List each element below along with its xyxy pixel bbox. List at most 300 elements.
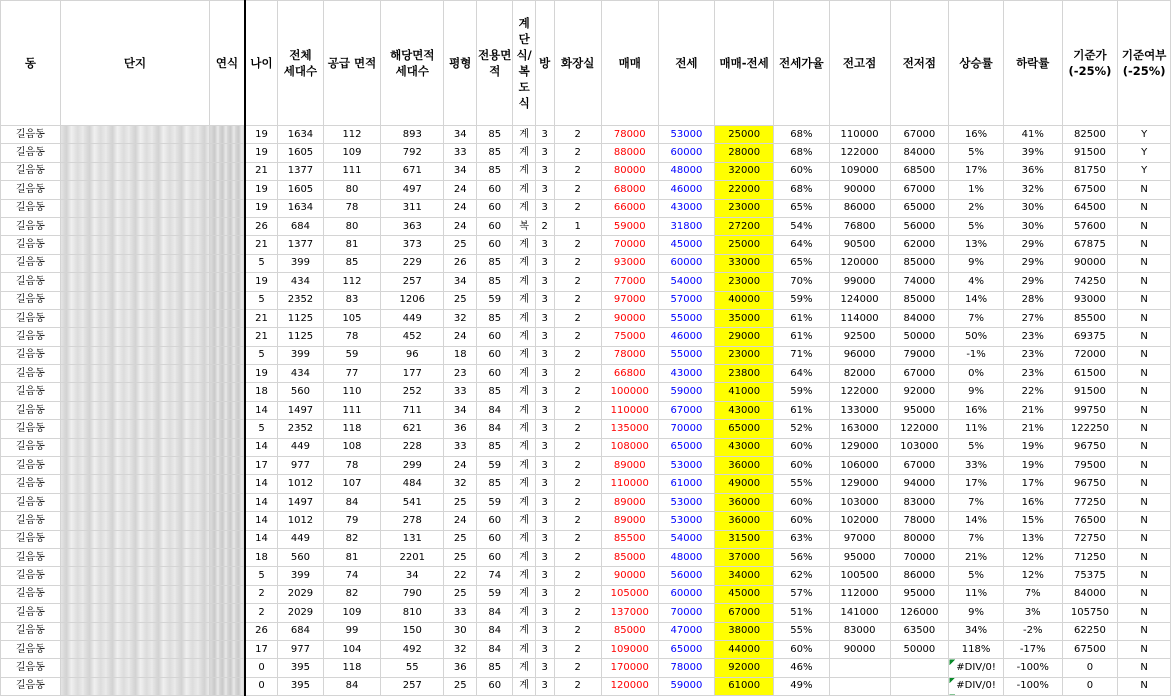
table-cell[interactable]: 1497: [278, 493, 323, 511]
table-cell[interactable]: 177: [381, 365, 444, 383]
table-cell[interactable]: N: [1118, 383, 1171, 401]
table-cell[interactable]: 2: [554, 604, 601, 622]
table-cell[interactable]: 122000: [829, 383, 890, 401]
table-cell[interactable]: 2: [245, 585, 278, 603]
table-cell[interactable]: 65000: [715, 420, 774, 438]
table-cell[interactable]: 82500: [1062, 126, 1118, 144]
table-cell[interactable]: 길음동: [1, 659, 61, 677]
table-cell[interactable]: 52%: [774, 420, 830, 438]
table-cell[interactable]: N: [1118, 585, 1171, 603]
table-cell[interactable]: 2: [554, 181, 601, 199]
table-cell[interactable]: 3: [535, 328, 554, 346]
table-cell[interactable]: 2: [245, 604, 278, 622]
table-cell[interactable]: 60: [477, 365, 513, 383]
table-cell[interactable]: 3: [535, 254, 554, 272]
table-cell[interactable]: 85000: [890, 254, 949, 272]
table-cell[interactable]: 68%: [774, 144, 830, 162]
table-cell[interactable]: [60, 567, 209, 585]
table-cell[interactable]: N: [1118, 659, 1171, 677]
table-cell[interactable]: 60: [477, 346, 513, 364]
table-cell[interactable]: 86000: [890, 567, 949, 585]
table-cell[interactable]: 2: [554, 420, 601, 438]
table-cell[interactable]: 49%: [774, 677, 830, 695]
table-cell[interactable]: 81: [323, 236, 381, 254]
table-cell[interactable]: 3: [535, 365, 554, 383]
table-cell[interactable]: 80000: [601, 162, 658, 180]
table-cell[interactable]: 2: [554, 512, 601, 530]
table-cell[interactable]: 14: [245, 512, 278, 530]
table-cell[interactable]: 14: [245, 475, 278, 493]
table-cell[interactable]: 90000: [829, 640, 890, 658]
table-cell[interactable]: 57%: [774, 585, 830, 603]
table-cell[interactable]: 63%: [774, 530, 830, 548]
table-cell[interactable]: [60, 585, 209, 603]
table-cell[interactable]: 46000: [658, 328, 715, 346]
table-cell[interactable]: 61%: [774, 309, 830, 327]
table-cell[interactable]: 252: [381, 383, 444, 401]
table-cell[interactable]: 48000: [658, 162, 715, 180]
column-header[interactable]: 계 단 식/ 복 도 식: [513, 1, 536, 126]
table-cell[interactable]: 계: [513, 346, 536, 364]
table-cell[interactable]: 25: [444, 530, 477, 548]
column-header[interactable]: 연식: [210, 1, 245, 126]
table-cell[interactable]: 31500: [715, 530, 774, 548]
table-cell[interactable]: 110000: [829, 126, 890, 144]
table-cell[interactable]: [60, 365, 209, 383]
table-cell[interactable]: 19%: [1003, 457, 1062, 475]
table-cell[interactable]: 95000: [890, 585, 949, 603]
table-cell[interactable]: Y: [1118, 144, 1171, 162]
table-cell[interactable]: 61000: [658, 475, 715, 493]
table-cell[interactable]: 90000: [601, 567, 658, 585]
table-cell[interactable]: 131: [381, 530, 444, 548]
column-header[interactable]: 평형: [444, 1, 477, 126]
table-cell[interactable]: 449: [381, 309, 444, 327]
table-cell[interactable]: 15%: [1003, 512, 1062, 530]
table-cell[interactable]: 23%: [1003, 346, 1062, 364]
table-cell[interactable]: 길음동: [1, 383, 61, 401]
table-cell[interactable]: 2: [554, 493, 601, 511]
table-cell[interactable]: 3: [535, 659, 554, 677]
table-cell[interactable]: 55%: [774, 475, 830, 493]
table-cell[interactable]: 120000: [601, 677, 658, 695]
table-cell[interactable]: 85: [477, 659, 513, 677]
table-cell[interactable]: 105000: [601, 585, 658, 603]
table-cell[interactable]: 길음동: [1, 493, 61, 511]
table-cell[interactable]: 449: [278, 530, 323, 548]
table-cell[interactable]: 5%: [949, 144, 1004, 162]
table-cell[interactable]: 67000: [890, 181, 949, 199]
table-cell[interactable]: 70%: [774, 273, 830, 291]
table-cell[interactable]: 60%: [774, 438, 830, 456]
table-cell[interactable]: 80: [323, 181, 381, 199]
table-cell[interactable]: 5: [245, 346, 278, 364]
column-header[interactable]: 전세: [658, 1, 715, 126]
table-cell[interactable]: 24: [444, 199, 477, 217]
table-cell[interactable]: 99000: [829, 273, 890, 291]
table-cell[interactable]: 1012: [278, 475, 323, 493]
table-cell[interactable]: 27200: [715, 217, 774, 235]
table-cell[interactable]: 2: [554, 640, 601, 658]
table-cell[interactable]: 79: [323, 512, 381, 530]
table-cell[interactable]: 2029: [278, 604, 323, 622]
table-cell[interactable]: 92000: [715, 659, 774, 677]
table-cell[interactable]: 30%: [1003, 199, 1062, 217]
table-cell[interactable]: [60, 126, 209, 144]
table-cell[interactable]: 112: [323, 126, 381, 144]
table-cell[interactable]: 71%: [774, 346, 830, 364]
table-cell[interactable]: 129000: [829, 475, 890, 493]
table-cell[interactable]: 41000: [715, 383, 774, 401]
table-cell[interactable]: [210, 420, 245, 438]
table-cell[interactable]: 299: [381, 457, 444, 475]
table-cell[interactable]: [60, 236, 209, 254]
table-cell[interactable]: 41%: [1003, 126, 1062, 144]
table-cell[interactable]: 3%: [1003, 604, 1062, 622]
table-cell[interactable]: 59: [477, 493, 513, 511]
table-cell[interactable]: 112: [323, 273, 381, 291]
table-cell[interactable]: [829, 677, 890, 695]
table-cell[interactable]: 492: [381, 640, 444, 658]
table-cell[interactable]: 17%: [949, 162, 1004, 180]
table-cell[interactable]: 2: [554, 365, 601, 383]
table-cell[interactable]: 434: [278, 273, 323, 291]
column-header[interactable]: 전체 세대수: [278, 1, 323, 126]
table-cell[interactable]: 14: [245, 493, 278, 511]
table-cell[interactable]: [210, 162, 245, 180]
table-cell[interactable]: [60, 254, 209, 272]
table-cell[interactable]: [210, 401, 245, 419]
table-cell[interactable]: 85000: [601, 548, 658, 566]
table-cell[interactable]: 5: [245, 254, 278, 272]
table-cell[interactable]: 25: [444, 236, 477, 254]
table-cell[interactable]: 1125: [278, 309, 323, 327]
table-cell[interactable]: [210, 346, 245, 364]
table-cell[interactable]: [60, 475, 209, 493]
table-cell[interactable]: 85000: [890, 291, 949, 309]
table-cell[interactable]: 0: [1062, 677, 1118, 695]
table-cell[interactable]: 65000: [658, 438, 715, 456]
table-cell[interactable]: 계: [513, 622, 536, 640]
table-cell[interactable]: 19: [245, 365, 278, 383]
table-cell[interactable]: -100%: [1003, 677, 1062, 695]
table-cell[interactable]: [60, 217, 209, 235]
table-cell[interactable]: 1377: [278, 236, 323, 254]
table-cell[interactable]: 길음동: [1, 567, 61, 585]
table-cell[interactable]: 23: [444, 365, 477, 383]
table-cell[interactable]: 2: [554, 144, 601, 162]
table-cell[interactable]: 77: [323, 365, 381, 383]
table-cell[interactable]: 9%: [949, 604, 1004, 622]
table-cell[interactable]: 16%: [949, 401, 1004, 419]
table-cell[interactable]: -100%: [1003, 659, 1062, 677]
table-cell[interactable]: 길음동: [1, 199, 61, 217]
table-cell[interactable]: 계: [513, 457, 536, 475]
table-cell[interactable]: 60: [477, 328, 513, 346]
table-cell[interactable]: 60%: [774, 493, 830, 511]
table-cell[interactable]: [60, 273, 209, 291]
table-cell[interactable]: 82: [323, 585, 381, 603]
table-cell[interactable]: 122250: [1062, 420, 1118, 438]
table-cell[interactable]: 35000: [715, 309, 774, 327]
table-cell[interactable]: 118: [323, 659, 381, 677]
table-cell[interactable]: 길음동: [1, 622, 61, 640]
table-cell[interactable]: 길음동: [1, 254, 61, 272]
table-cell[interactable]: 7%: [949, 493, 1004, 511]
table-cell[interactable]: [60, 162, 209, 180]
table-cell[interactable]: 길음동: [1, 438, 61, 456]
table-cell[interactable]: 0: [245, 659, 278, 677]
table-cell[interactable]: [210, 659, 245, 677]
column-header[interactable]: 하락률: [1003, 1, 1062, 126]
table-cell[interactable]: 65%: [774, 199, 830, 217]
table-cell[interactable]: 5%: [949, 438, 1004, 456]
table-cell[interactable]: 4%: [949, 273, 1004, 291]
table-cell[interactable]: 45000: [658, 236, 715, 254]
column-header[interactable]: 방: [535, 1, 554, 126]
table-cell[interactable]: 90000: [829, 181, 890, 199]
table-cell[interactable]: 3: [535, 144, 554, 162]
table-cell[interactable]: 계: [513, 383, 536, 401]
table-cell[interactable]: 37000: [715, 548, 774, 566]
table-cell[interactable]: 9%: [949, 254, 1004, 272]
table-cell[interactable]: 399: [278, 567, 323, 585]
table-cell[interactable]: 7%: [1003, 585, 1062, 603]
table-cell[interactable]: 길음동: [1, 512, 61, 530]
table-cell[interactable]: 61%: [774, 328, 830, 346]
table-cell[interactable]: 34%: [949, 622, 1004, 640]
table-cell[interactable]: 59000: [658, 383, 715, 401]
table-cell[interactable]: 36000: [715, 493, 774, 511]
table-cell[interactable]: 36000: [715, 457, 774, 475]
table-cell[interactable]: 59: [477, 457, 513, 475]
table-cell[interactable]: 54000: [658, 530, 715, 548]
table-cell[interactable]: [60, 309, 209, 327]
table-cell[interactable]: 135000: [601, 420, 658, 438]
table-cell[interactable]: 3: [535, 401, 554, 419]
table-cell[interactable]: 61500: [1062, 365, 1118, 383]
table-cell[interactable]: 계: [513, 493, 536, 511]
table-cell[interactable]: [210, 328, 245, 346]
table-cell[interactable]: 계: [513, 401, 536, 419]
table-cell[interactable]: 56000: [890, 217, 949, 235]
table-cell[interactable]: 계: [513, 144, 536, 162]
table-cell[interactable]: 22%: [1003, 383, 1062, 401]
column-header[interactable]: 매매: [601, 1, 658, 126]
table-cell[interactable]: 59: [477, 585, 513, 603]
table-cell[interactable]: 62000: [890, 236, 949, 254]
table-cell[interactable]: N: [1118, 457, 1171, 475]
table-cell[interactable]: 24: [444, 181, 477, 199]
table-cell[interactable]: 22: [444, 567, 477, 585]
table-cell[interactable]: 96000: [829, 346, 890, 364]
table-cell[interactable]: 56%: [774, 548, 830, 566]
table-cell[interactable]: [210, 438, 245, 456]
table-cell[interactable]: 3: [535, 420, 554, 438]
table-cell[interactable]: 79000: [890, 346, 949, 364]
table-cell[interactable]: [210, 273, 245, 291]
table-cell[interactable]: 85: [477, 475, 513, 493]
table-cell[interactable]: [60, 420, 209, 438]
table-cell[interactable]: N: [1118, 309, 1171, 327]
table-cell[interactable]: 길음동: [1, 677, 61, 695]
table-cell[interactable]: 109000: [829, 162, 890, 180]
table-cell[interactable]: [210, 309, 245, 327]
column-header[interactable]: 전저점: [890, 1, 949, 126]
table-cell[interactable]: 163000: [829, 420, 890, 438]
table-cell[interactable]: 9%: [949, 383, 1004, 401]
table-cell[interactable]: [829, 659, 890, 677]
table-cell[interactable]: 50000: [890, 640, 949, 658]
table-cell[interactable]: 33: [444, 604, 477, 622]
table-cell[interactable]: 23000: [715, 273, 774, 291]
table-cell[interactable]: 13%: [1003, 530, 1062, 548]
table-cell[interactable]: 11%: [949, 585, 1004, 603]
table-cell[interactable]: 84: [477, 622, 513, 640]
table-cell[interactable]: N: [1118, 328, 1171, 346]
table-cell[interactable]: 49000: [715, 475, 774, 493]
table-cell[interactable]: 66000: [601, 199, 658, 217]
table-cell[interactable]: 길음동: [1, 328, 61, 346]
table-cell[interactable]: 50%: [949, 328, 1004, 346]
table-cell[interactable]: 67500: [1062, 181, 1118, 199]
table-cell[interactable]: 124000: [829, 291, 890, 309]
table-cell[interactable]: 80000: [890, 530, 949, 548]
table-cell[interactable]: 3: [535, 567, 554, 585]
table-cell[interactable]: 1605: [278, 144, 323, 162]
table-cell[interactable]: 89000: [601, 512, 658, 530]
table-cell[interactable]: 3: [535, 181, 554, 199]
table-cell[interactable]: N: [1118, 548, 1171, 566]
table-cell[interactable]: [210, 181, 245, 199]
table-cell[interactable]: 65000: [890, 199, 949, 217]
table-cell[interactable]: 2: [554, 401, 601, 419]
column-header[interactable]: 전고점: [829, 1, 890, 126]
table-cell[interactable]: 90500: [829, 236, 890, 254]
table-cell[interactable]: 59: [477, 291, 513, 309]
table-cell[interactable]: 계: [513, 512, 536, 530]
table-cell[interactable]: [210, 217, 245, 235]
table-cell[interactable]: 0: [245, 677, 278, 695]
table-cell[interactable]: 85: [477, 383, 513, 401]
table-cell[interactable]: 85: [477, 254, 513, 272]
table-cell[interactable]: 278: [381, 512, 444, 530]
table-cell[interactable]: 257: [381, 273, 444, 291]
table-cell[interactable]: 133000: [829, 401, 890, 419]
table-cell[interactable]: 45000: [715, 585, 774, 603]
table-cell[interactable]: 43000: [658, 199, 715, 217]
table-cell[interactable]: 길음동: [1, 309, 61, 327]
table-cell[interactable]: 길음동: [1, 475, 61, 493]
table-cell[interactable]: 55%: [774, 622, 830, 640]
table-cell[interactable]: 14%: [949, 512, 1004, 530]
table-cell[interactable]: 22000: [715, 181, 774, 199]
table-cell[interactable]: N: [1118, 365, 1171, 383]
table-cell[interactable]: 97000: [601, 291, 658, 309]
table-cell[interactable]: 29000: [715, 328, 774, 346]
table-cell[interactable]: 길음동: [1, 181, 61, 199]
table-cell[interactable]: 229: [381, 254, 444, 272]
table-cell[interactable]: 44000: [715, 640, 774, 658]
table-cell[interactable]: 82000: [829, 365, 890, 383]
table-cell[interactable]: 64500: [1062, 199, 1118, 217]
table-cell[interactable]: 1634: [278, 126, 323, 144]
table-cell[interactable]: 36000: [715, 512, 774, 530]
table-cell[interactable]: 2352: [278, 291, 323, 309]
table-cell[interactable]: [210, 144, 245, 162]
table-cell[interactable]: 560: [278, 383, 323, 401]
table-cell[interactable]: 53000: [658, 512, 715, 530]
table-cell[interactable]: 길음동: [1, 291, 61, 309]
table-cell[interactable]: [210, 291, 245, 309]
table-cell[interactable]: 78: [323, 199, 381, 217]
table-cell[interactable]: 122000: [829, 144, 890, 162]
table-cell[interactable]: 2: [554, 475, 601, 493]
table-cell[interactable]: 118%: [949, 640, 1004, 658]
table-cell[interactable]: 12%: [1003, 567, 1062, 585]
table-cell[interactable]: 2: [554, 346, 601, 364]
table-cell[interactable]: 21: [245, 162, 278, 180]
table-cell[interactable]: 93000: [1062, 291, 1118, 309]
table-cell[interactable]: 1: [554, 217, 601, 235]
table-cell[interactable]: 24: [444, 512, 477, 530]
table-cell[interactable]: 497: [381, 181, 444, 199]
table-cell[interactable]: 21: [245, 328, 278, 346]
table-cell[interactable]: 2: [554, 567, 601, 585]
table-cell[interactable]: 길음동: [1, 273, 61, 291]
table-cell[interactable]: 1012: [278, 512, 323, 530]
table-cell[interactable]: 38000: [715, 622, 774, 640]
table-cell[interactable]: 81: [323, 548, 381, 566]
table-cell[interactable]: 계: [513, 309, 536, 327]
table-cell[interactable]: 3: [535, 640, 554, 658]
table-cell[interactable]: 7%: [949, 309, 1004, 327]
table-cell[interactable]: 449: [278, 438, 323, 456]
table-cell[interactable]: 74: [477, 567, 513, 585]
column-header[interactable]: 매매-전세: [715, 1, 774, 126]
table-cell[interactable]: 60000: [658, 144, 715, 162]
table-cell[interactable]: 94000: [890, 475, 949, 493]
table-cell[interactable]: 75000: [601, 328, 658, 346]
table-cell[interactable]: [210, 383, 245, 401]
table-cell[interactable]: 5%: [949, 567, 1004, 585]
table-cell[interactable]: 112000: [829, 585, 890, 603]
table-cell[interactable]: 103000: [829, 493, 890, 511]
table-cell[interactable]: 25: [444, 548, 477, 566]
table-cell[interactable]: 257: [381, 677, 444, 695]
table-cell[interactable]: 29%: [1003, 254, 1062, 272]
table-cell[interactable]: 85: [323, 254, 381, 272]
table-cell[interactable]: 계: [513, 438, 536, 456]
table-cell[interactable]: 84000: [1062, 585, 1118, 603]
table-cell[interactable]: 59%: [774, 291, 830, 309]
table-cell[interactable]: N: [1118, 604, 1171, 622]
table-cell[interactable]: 24: [444, 217, 477, 235]
table-cell[interactable]: [60, 346, 209, 364]
table-cell[interactable]: 3: [535, 438, 554, 456]
table-cell[interactable]: 60000: [658, 585, 715, 603]
table-cell[interactable]: 23000: [715, 346, 774, 364]
table-cell[interactable]: 길음동: [1, 457, 61, 475]
table-cell[interactable]: 85000: [601, 622, 658, 640]
table-cell[interactable]: 83000: [829, 622, 890, 640]
column-header[interactable]: 공급 면적: [323, 1, 381, 126]
table-cell[interactable]: 63500: [890, 622, 949, 640]
column-header[interactable]: 전세가율: [774, 1, 830, 126]
table-cell[interactable]: 26: [245, 217, 278, 235]
table-cell[interactable]: N: [1118, 291, 1171, 309]
column-header[interactable]: 상승률: [949, 1, 1004, 126]
